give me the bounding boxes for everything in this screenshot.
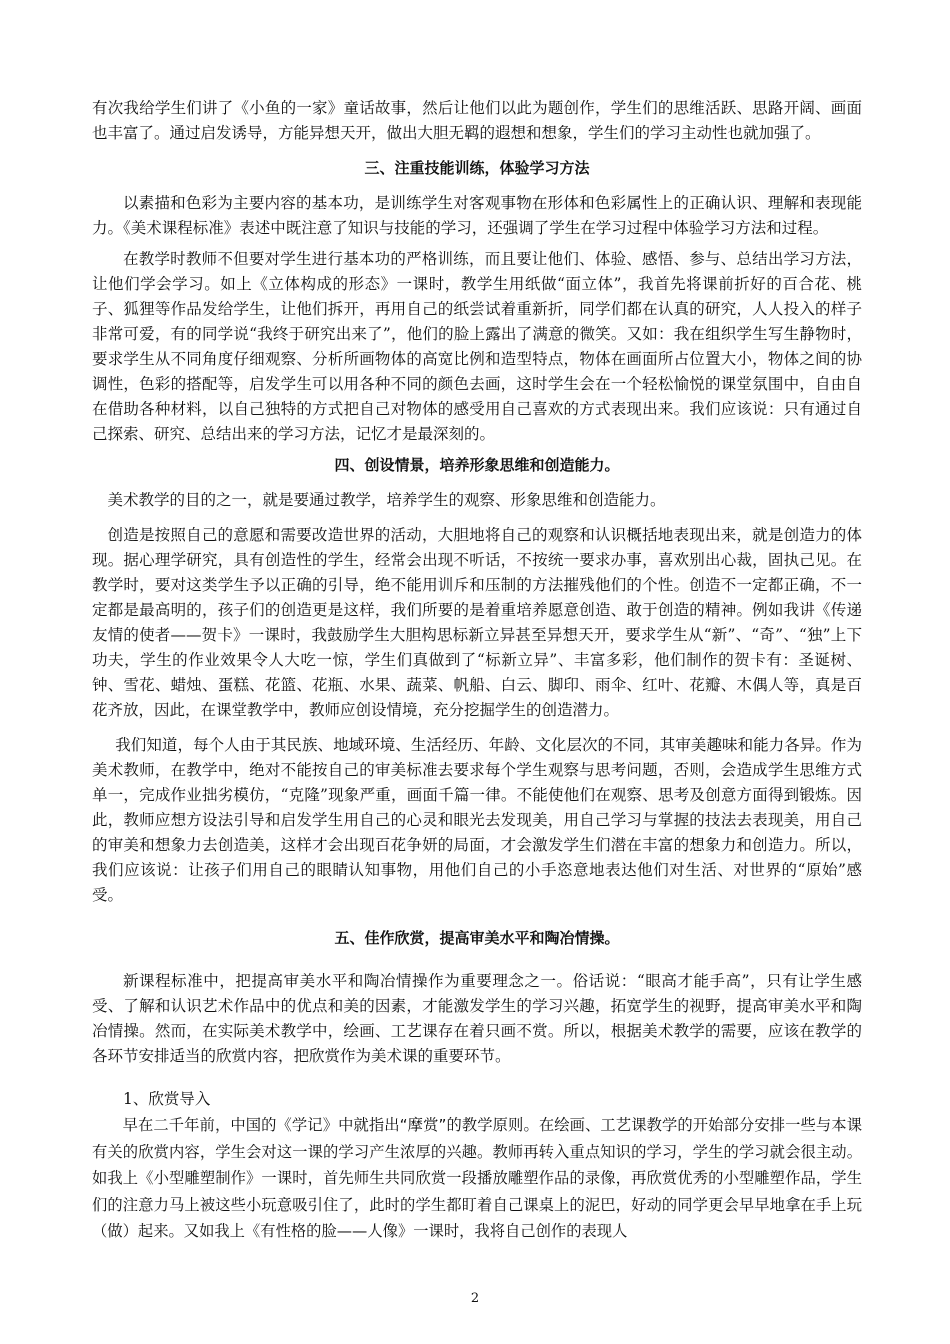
paragraph-5-2: 早在二千年前，中国的《学记》中就指出“摩赏”的教学原则。在绘画、工艺课教学的开始部分安排一些与本课有关的欣赏内容，学生会对这一课的学习产生浓厚的兴趣。教师再转入重点知识的学习，学生的学习就会很主动。如我上《小型雕塑制作》一课时，首先师生共同欣赏一段播放雕塑作品的录像，再欣赏优秀的小型雕塑作品，学生们的注意力马上被这些小玩意吸引住了，此时的学生都盯着自己课桌上的泥巴，好动的同学更会早早地拿在手上玩（做）起来。又如我上《有性格的脸——人像》一课时，我将自己创作的表现人 xyxy=(92,1116,862,1240)
subheading-appreciation-intro: 1、欣赏导入 xyxy=(123,1090,211,1108)
paragraph-4-2: 创造是按照自己的意愿和需要改造世界的活动，大胆地将自己的观察和认识概括地表现出来，就是创造力的体现。据心理学研究，具有创造性的学生，经常会出现不听话，不按统一要求办事，喜欢别出心裁，固执己见。在教学时，要对这类学生予以正确的引导，绝不能用训斥和压制的方法摧残他们的个性。创造不一定都正确，不一定都是最高明的，孩子们的创造更是这样，我们所要的是着重培养愿意创造、敢于创造的精神。例如我讲《传递友情的使者——贺卡》一课时，我鼓励学生大胆构思标新立异甚至异想天开，要求学生从“新”、“奇”、“独”上下功夫，学生的作业效果令人大吃一惊，学生们真做到了“标新立异”、丰富多彩，他们制作的贺卡有：圣诞树、钟、雪花、蜡烛、蛋糕、花篮、花瓶、水果、蔬菜、帆船、白云、脚印、雨伞、红叶、花瓣、木偶人等，真是百花齐放，因此，在课堂教学中，教师应创设情境，充分挖掘学生的创造潜力。 xyxy=(92,526,862,719)
paragraph-3-1: 以素描和色彩为主要内容的基本功，是训练学生对客观事物在形体和色彩属性上的正确认识、理解和表现能力。《美术课程标准》表述中既注意了知识与技能的学习，还强调了学生在学习过程中体验学习方法和过程。 xyxy=(92,194,862,237)
section-heading-3: 三、注重技能训练，体验学习方法 xyxy=(364,159,590,177)
paragraph-4-1: 美术教学的目的之一，就是要通过教学，培养学生的观察、形象思维和创造能力。 xyxy=(107,491,666,509)
paragraph-4-3: 我们知道，每个人由于其民族、地域环境、生活经历、年龄、文化层次的不同，其审美趣味和能力各异。作为美术教师，在教学中，绝对不能按自己的审美标准去要求每个学生观察与思考问题，否则，会造成学生思维方式单一，完成作业拙劣模仿，“克隆”现象严重，画面千篇一律。不能使他们在观察、思考及创意方面得到锻炼。因此，教师应想方设法引导和启发学生用自己的心灵和眼光去发现美，用自己学习与掌握的技法去表现美，用自己的审美和想象力去创造美，这样才会出现百花争妍的局面，才会激发学生们潜在丰富的想象力和创造力。所以，我们应该说：让孩子们用自己的眼睛认知事物，用他们自己的小手恣意地表达他们对生活、对世界的“原始”感受。 xyxy=(92,736,862,904)
section-heading-5: 五、佳作欣赏，提高审美水平和陶冶情操。 xyxy=(334,929,620,947)
page-number: 2 xyxy=(470,1291,480,1306)
page-content xyxy=(92,96,862,1245)
section-heading-4: 四、创设情景，培养形象思维和创造能力。 xyxy=(334,456,620,474)
paragraph-5-1: 新课程标准中，把提高审美水平和陶冶情操作为重要理念之一。俗话说：“眼高才能手高”，只有让学生感受、了解和认识艺术作品中的优点和美的因素，才能激发学生的学习兴趣，拓宽学生的视野，提高审美水平和陶冶情操。然而，在实际美术教学中，绘画、工艺课存在着只画不赏。所以，根据美术教学的需要，应该在教学的各环节安排适当的欣赏内容，把欣赏作为美术课的重要环节。 xyxy=(92,972,862,1065)
paragraph-intro-continuation: 有次我给学生们讲了《小鱼的一家》童话故事，然后让他们以此为题创作，学生们的思维活跃、思路开阔、画面也丰富了。通过启发诱导，方能异想天开，做出大胆无羁的遐想和想象，学生们的学习主动性也就加强了。 xyxy=(92,99,862,142)
paragraph-3-2: 在教学时教师不但要对学生进行基本功的严格训练，而且要让他们、体验、感悟、参与、总结出学习方法，让他们学会学习。如上《立体构成的形态》一课时，教学生用纸做“面立体”，我首先将课前折好的百合花、桃子、狐狸等作品发给学生，让他们拆开，再用自己的纸尝试着重新折，同学们都在认真的研究，人人投入的样子非常可爱，有的同学说“我终于研究出来了”，他们的脸上露出了满意的微笑。又如：我在组织学生写生静物时，要求学生从不同角度仔细观察、分析所画物体的高宽比例和造型特点，物体在画面所占位置大小，物体之间的协调性，色彩的搭配等，启发学生可以用各种不同的颜色去画，这时学生会在一个轻松愉悦的课堂氛围中，自由自在借助各种材料，以自己独特的方式把自己对物体的感受用自己喜欢的方式表现出来。我们应该说：只有通过自己探索、研究、总结出来的学习方法，记忆才是最深刻的。 xyxy=(92,250,862,443)
